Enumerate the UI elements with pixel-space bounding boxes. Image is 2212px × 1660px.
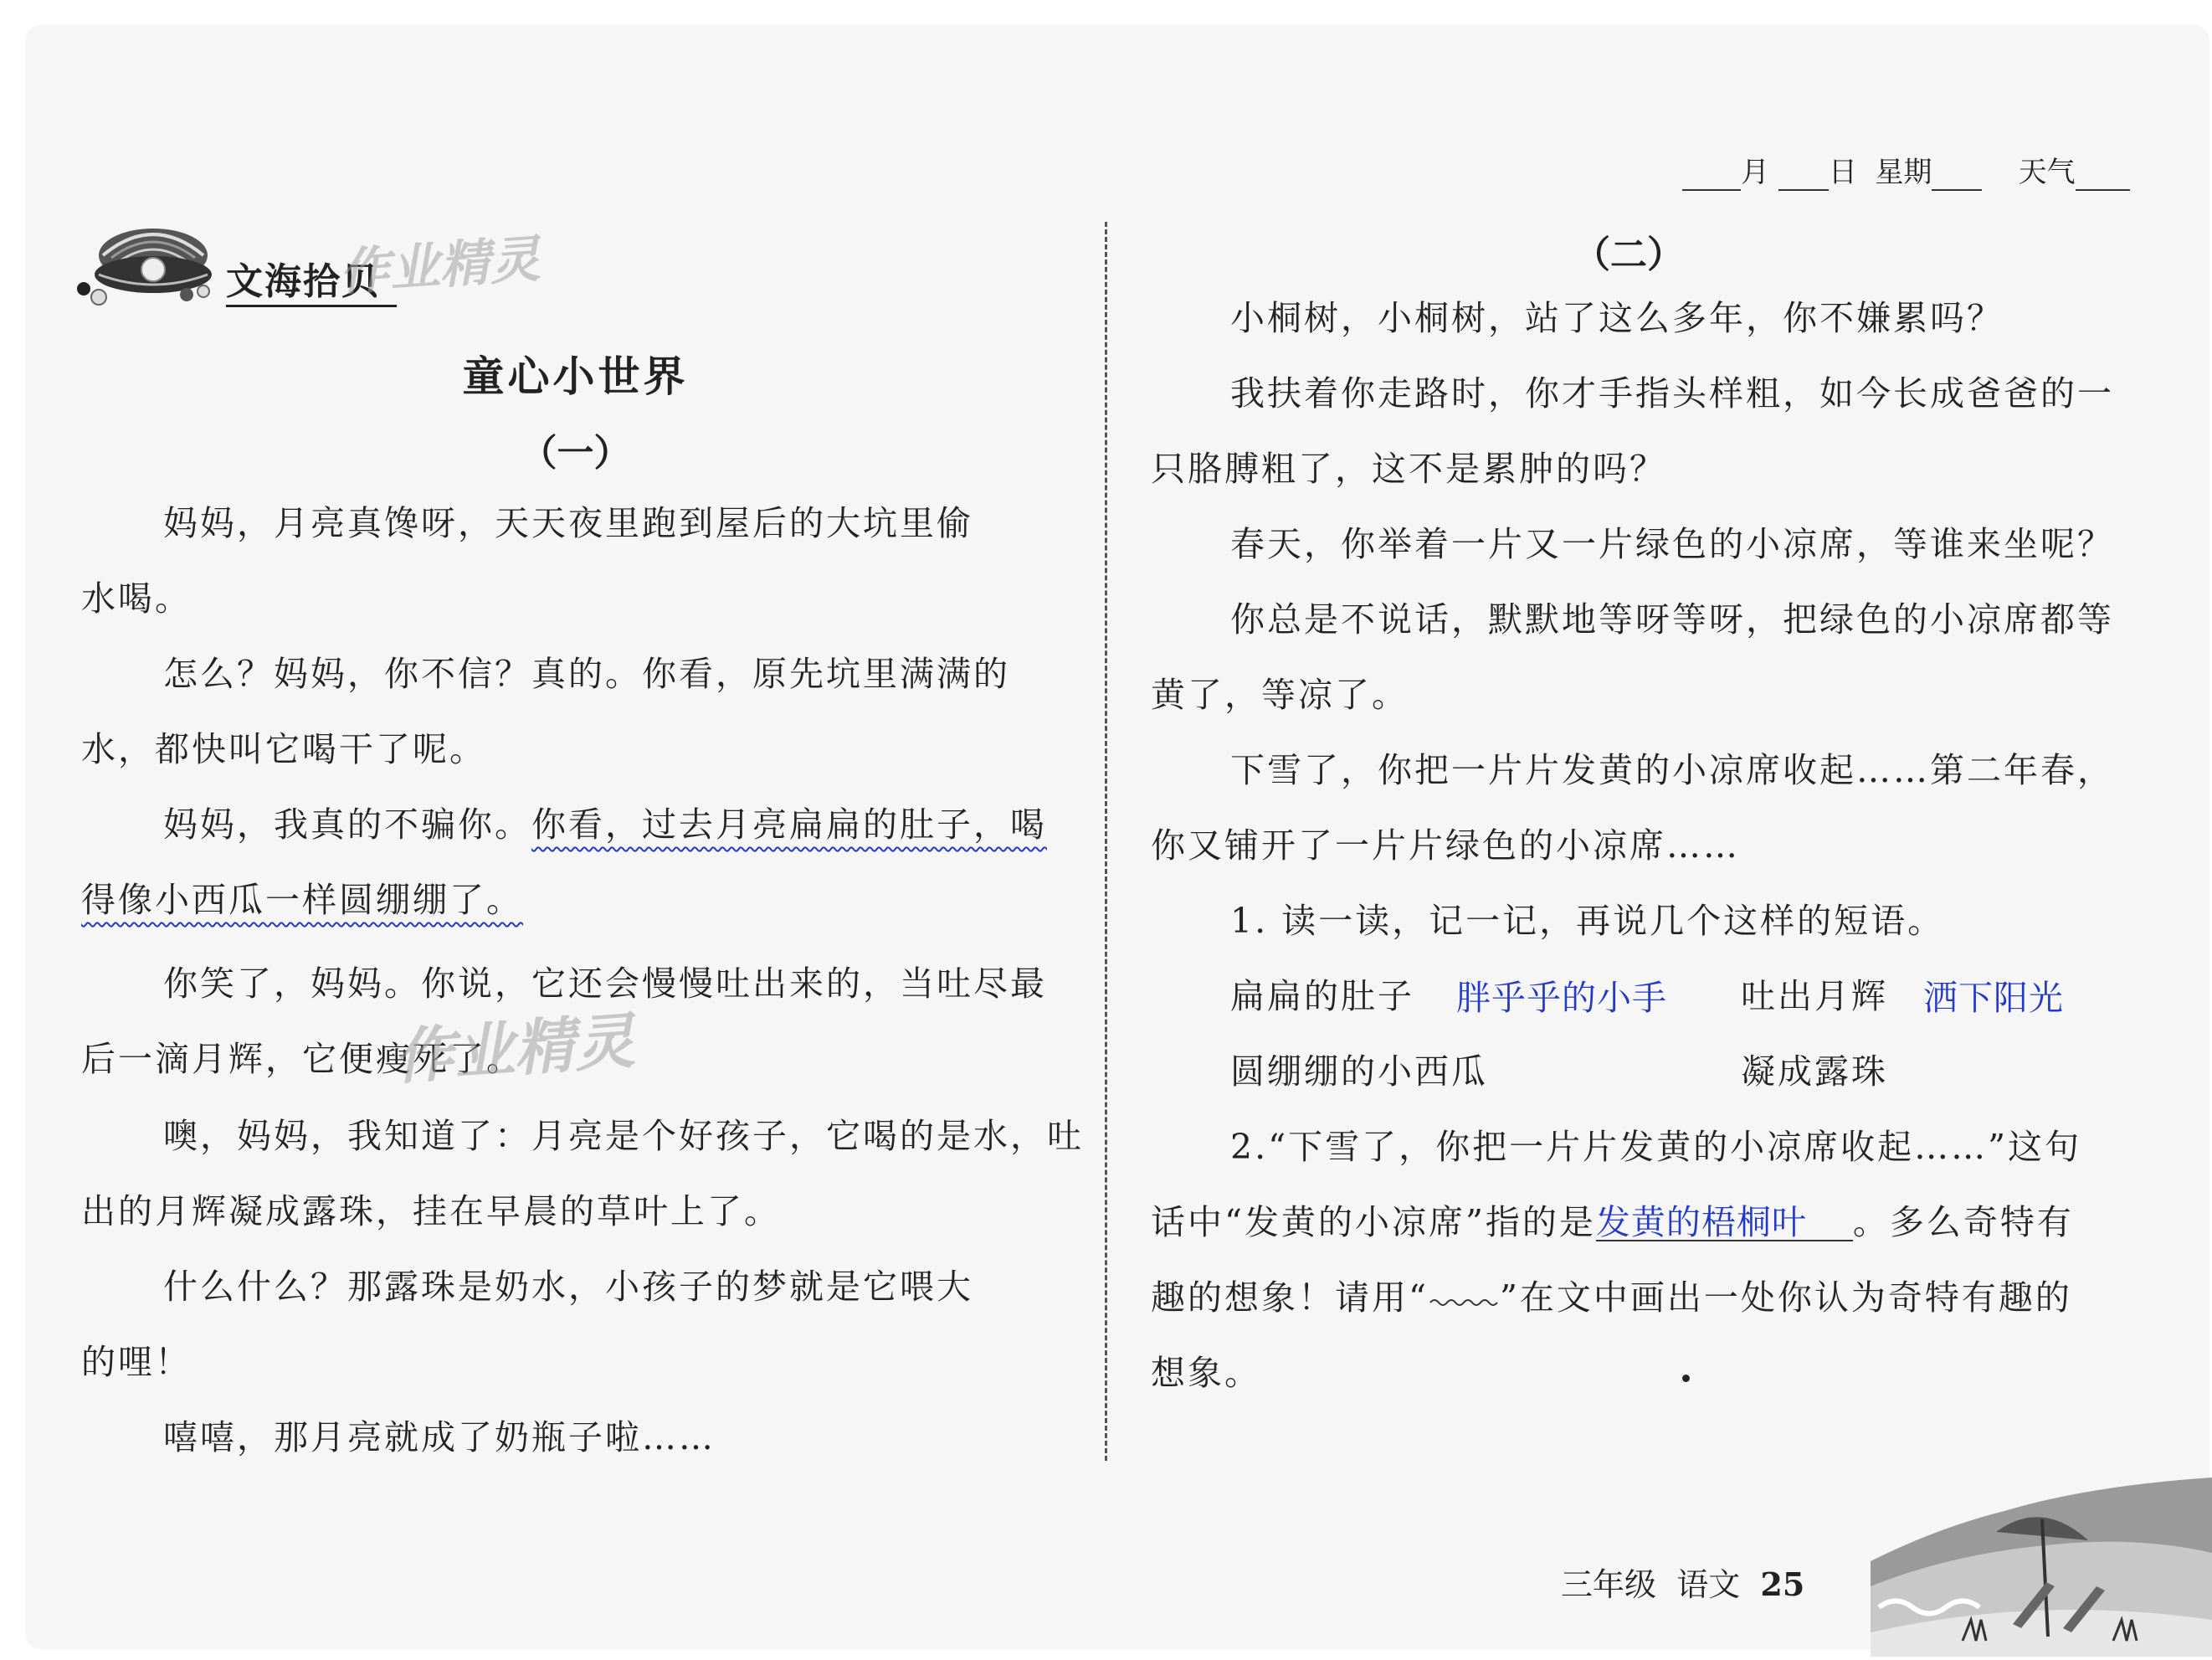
right-line-1: 小桐树，小桐树，站了这么多年，你不嫌累吗？ xyxy=(1230,298,2004,338)
left-line-13: 嘻嘻，那月亮就成了奶瓶子啦…… xyxy=(163,1417,716,1457)
day-blank xyxy=(1778,156,1829,191)
week-label: 星期 xyxy=(1875,156,1932,189)
right-line-2: 我扶着你走路时，你才手指头样粗，如今长成爸爸的一 xyxy=(1230,373,2114,414)
part2-heading: （二） xyxy=(1573,234,1684,276)
left-line-8: 后一滴月辉，它便瘦死了。 xyxy=(81,1039,523,1079)
question-2-line-3 xyxy=(1151,1277,2072,1318)
left-line-2: 水喝。 xyxy=(81,578,192,619)
footer-grade: 三年级 xyxy=(1561,1566,1657,1603)
shell-icon xyxy=(74,218,224,310)
footer-subject: 语文 xyxy=(1676,1566,1741,1603)
wavy-underline-sentence-1: 你看，过去月亮扁扁的肚子，喝 xyxy=(531,804,1047,845)
answer-yellow-leaves[interactable]: 发黄的梧桐叶 xyxy=(1596,1205,1853,1241)
phrase-flat-belly: 扁扁的肚子 xyxy=(1230,976,1414,1016)
answer-chubby-hands[interactable]: 胖乎乎的小手 xyxy=(1456,978,1667,1018)
left-line-9: 噢，妈妈，我知道了：月亮是个好孩子，它喝的是水，吐 xyxy=(163,1116,1084,1156)
right-line-8: 你又铺开了一片片绿色的小凉席…… xyxy=(1151,825,1740,866)
section-title: 文海拾贝 xyxy=(226,251,397,307)
question-2-line-2-start: 话中“发黄的小凉席”指的是 xyxy=(1151,1202,1596,1242)
pen-dot xyxy=(1682,1375,1690,1382)
part1-heading: （一） xyxy=(520,432,631,475)
right-line-5: 你总是不说话，默默地等呀等呀，把绿色的小凉席都等 xyxy=(1230,599,2114,640)
left-line-12: 的哩！ xyxy=(81,1342,192,1382)
beach-illustration xyxy=(1871,1461,2212,1657)
left-line-5 xyxy=(163,804,1047,845)
column-divider xyxy=(1105,222,1107,1461)
page-number: 25 xyxy=(1760,1565,1805,1603)
question-2-line-2-end: 。多么奇特有 xyxy=(1852,1202,2074,1242)
phrase-spit-moonlight: 吐出月辉 xyxy=(1741,976,1888,1016)
question-2-line-2 xyxy=(1151,1202,2074,1242)
watermark-top: 作业精灵 xyxy=(337,229,542,303)
left-line-6 xyxy=(81,880,523,920)
date-weather-header xyxy=(1682,149,2130,191)
left-line-4: 水，都快叫它喝干了呢。 xyxy=(81,729,486,769)
week-blank xyxy=(1932,156,1982,191)
wavy-line-symbol xyxy=(1429,1281,1500,1315)
day-label: 日 xyxy=(1828,156,1857,189)
phrase-form-dewdrops: 凝成露珠 xyxy=(1741,1051,1888,1092)
left-line-10: 出的月辉凝成露珠，挂在早晨的草叶上了。 xyxy=(81,1191,781,1231)
left-line-5-plain: 妈妈，我真的不骗你。 xyxy=(163,804,531,845)
weather-label: 天气 xyxy=(2018,156,2076,189)
question-1-prompt: 1. 读一读，记一记，再说几个这样的短语。 xyxy=(1230,901,1945,941)
left-line-1: 妈妈，月亮真馋呀，天天夜里跑到屋后的大坑里偷 xyxy=(163,503,973,543)
left-line-3: 怎么？妈妈，你不信？真的。你看，原先坑里满满的 xyxy=(163,654,1010,694)
phrase-round-watermelon: 圆绷绷的小西瓜 xyxy=(1230,1051,1488,1092)
story-title: 童心小世界 xyxy=(462,352,689,401)
right-line-3: 只胳膊粗了，这不是累肿的吗？ xyxy=(1151,449,1666,489)
question-2-line-3-start: 趣的想象！请用“ xyxy=(1151,1277,1429,1318)
answer-sprinkle-sunlight[interactable]: 洒下阳光 xyxy=(1923,978,2064,1018)
month-blank xyxy=(1682,156,1741,191)
left-line-11: 什么什么？那露珠是奶水，小孩子的梦就是它喂大 xyxy=(163,1267,973,1307)
right-line-6: 黄了，等凉了。 xyxy=(1151,675,1409,715)
question-2-line-4: 想象。 xyxy=(1151,1353,1261,1393)
left-line-7: 你笑了，妈妈。你说，它还会慢慢吐出来的，当吐尽最 xyxy=(163,964,1047,1004)
right-line-4: 春天，你举着一片又一片绿色的小凉席，等谁来坐呢？ xyxy=(1230,524,2114,564)
question-2-line-1: 2.“下雪了，你把一片片发黄的小凉席收起……”这句 xyxy=(1230,1127,2082,1167)
watermark-middle: 作业精灵 xyxy=(391,1005,638,1092)
weather-blank xyxy=(2076,156,2130,191)
right-line-7: 下雪了，你把一片片发黄的小凉席收起……第二年春， xyxy=(1230,750,2114,790)
wavy-underline-sentence-2: 得像小西瓜一样圆绷绷了。 xyxy=(81,880,523,920)
month-label: 月 xyxy=(1741,156,1769,189)
footer-label xyxy=(1561,1559,1804,1605)
question-2-line-3-end: ”在文中画出一处你认为奇特有趣的 xyxy=(1499,1277,2072,1318)
